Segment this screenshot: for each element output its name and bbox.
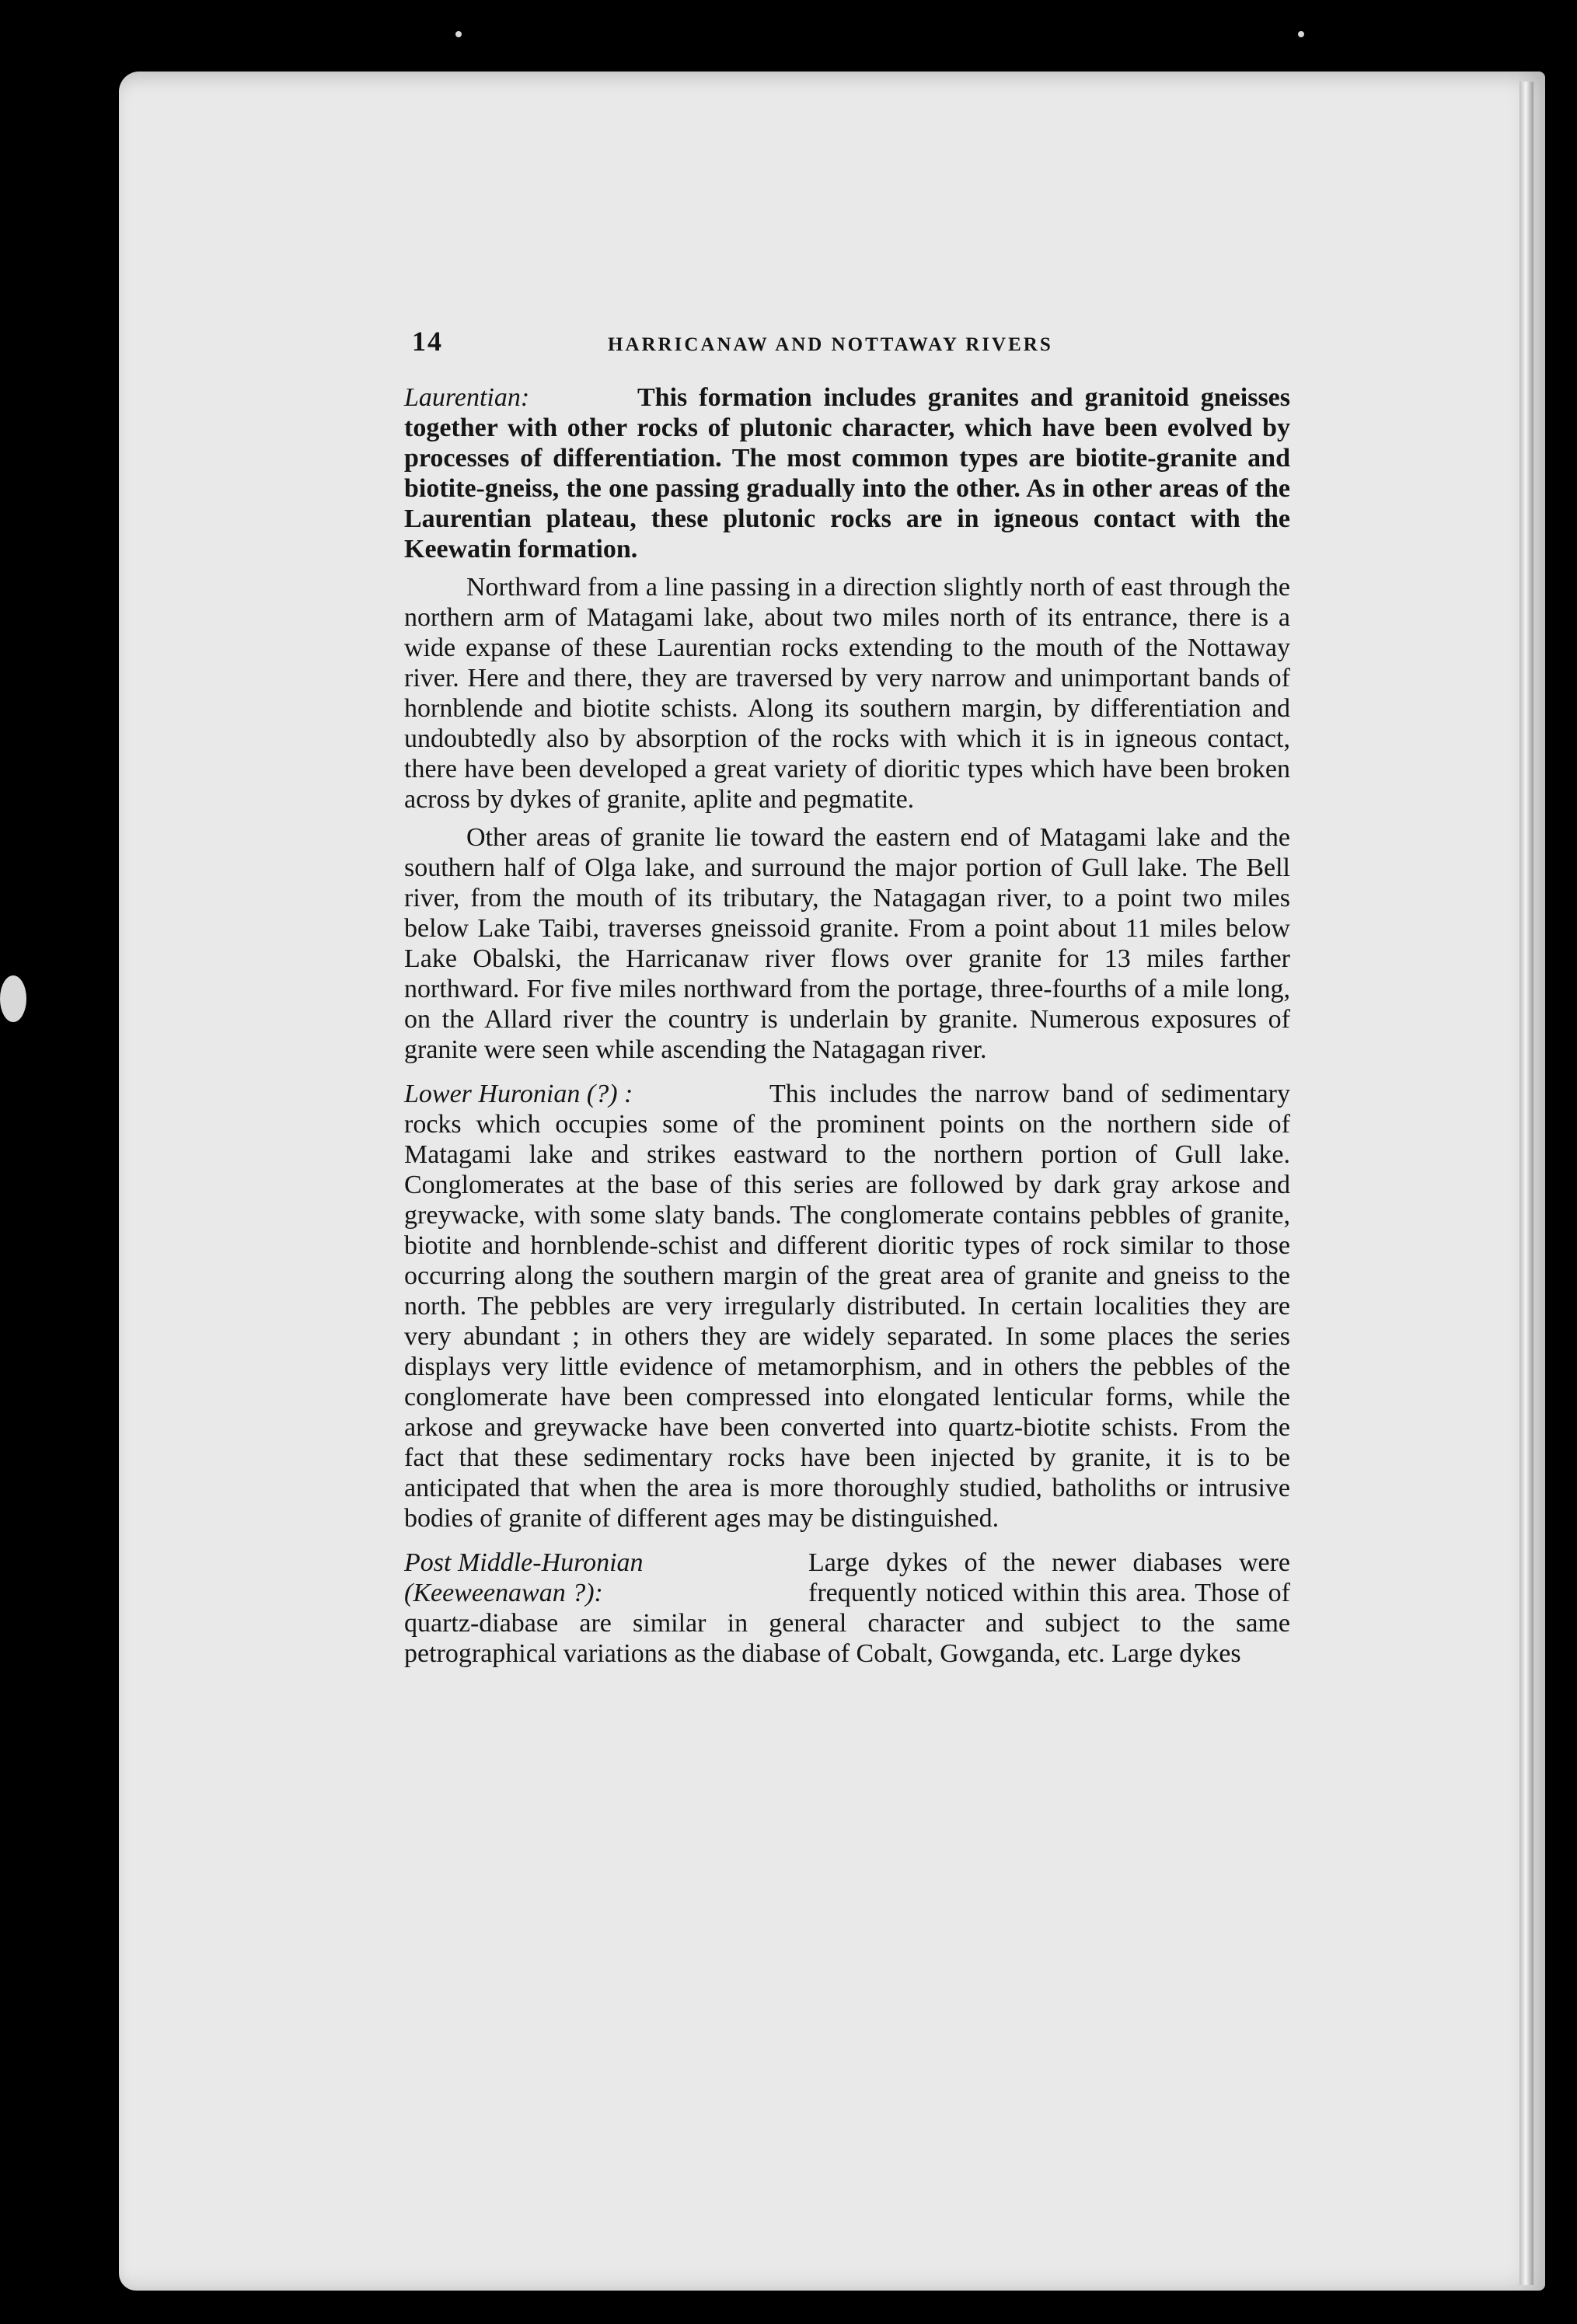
section-text: Large dykes of the newer diabases were frequently noticed within this area. Those of quartz-diabase are similar in general character and subject to the same petrographical variations as the diabase of Cobalt, Gowganda, etc. Large dykes [404, 1548, 1290, 1668]
page-text [404, 325, 1290, 1669]
section-lower-huronian [404, 1079, 1290, 1534]
section-heading [404, 1548, 777, 1608]
book-spine-edge [1519, 82, 1533, 2285]
running-title: HARRICANAW AND NOTTAWAY RIVERS [608, 334, 1053, 355]
scan-speck [0, 975, 26, 1022]
section-heading-line: (Keeweenawan ?): [404, 1579, 603, 1607]
section-heading: Lower Huronian (?) : [404, 1080, 633, 1108]
section-text: This includes the narrow band of sedimentary rocks which occupies some of the prominent points on the northern side of Matagami lake and strikes eastward to the northern portion of Gull lake. Conglomerates at the base of this series are followed by dark gray arkose and greywacke, with some slaty bands. The conglomerate contains pebbles of granite, biotite and hornblende-schist and different dioritic types of rock similar to those occurring along the southern margin of the great area of granite and gneiss to the north. The pebbles are very irregularly distributed. In certain localities they are very abundant ; in others they are widely separated. In some places the series displays very little evidence of metamorphism, and in others the pebbles of the conglomerate have been compressed into elongated lenticular forms, while the arkose and greywacke have been converted into quartz-biotite schists. From the fact that these sedimentary rocks have been injected by granite, it is to be anticipated that when the area is more thoroughly studied, batholiths or intrusive bodies of granite of different ages may be distinguished. [404, 1080, 1290, 1533]
paragraph: Other areas of granite lie toward the eastern end of Matagami lake and the southern half of Olga lake, and surround the major portion of Gull lake. The Bell river, from the mouth of its tributary, the Natagagan river, to a point two miles below Lake Taibi, traverses gneissoid granite. From a point about 11 miles below Lake Obalski, the Harricanaw river flows over granite for 13 miles farther northward. For five miles northward from the portage, three-fourths of a mile long, on the Allard river the country is underlain by granite. Numerous exposures of granite were seen while ascending the Natagagan river. [404, 823, 1290, 1064]
scan-speck [455, 31, 462, 37]
section-heading: Laurentian: [404, 383, 530, 412]
section-laurentian [404, 382, 1290, 564]
section-post-middle-huronian [404, 1548, 1290, 1669]
page-number: 14 [412, 326, 443, 357]
section-text: This formation includes granites and granitoid gneisses together with other rocks of plutonic character, which have been evolved by processes of differentiation. The most common types are biotite-granite and biotite-gneiss, the one passing gradually into the other. As in other areas of the Laurentian plateau, these plutonic rocks are in igneous contact with the Keewatin formation. [404, 383, 1290, 564]
scan-speck [1298, 31, 1304, 37]
section-heading-line: Post Middle-Huronian [404, 1548, 644, 1577]
paragraph: Northward from a line passing in a direction slightly north of east through the northern arm of Matagami lake, about two miles north of its entrance, there is a wide expanse of these Laurentian rocks extending to the mouth of the Nottaway river. Here and there, they are traversed by very narrow and unimportant bands of hornblende and biotite schists. Along its southern margin, by differentiation and undoubtedly also by absorption of the rocks with which it is in igneous contact, there have been developed a great variety of dioritic types which have been broken across by dykes of granite, aplite and pegmatite. [404, 573, 1290, 814]
running-head [404, 325, 1290, 372]
